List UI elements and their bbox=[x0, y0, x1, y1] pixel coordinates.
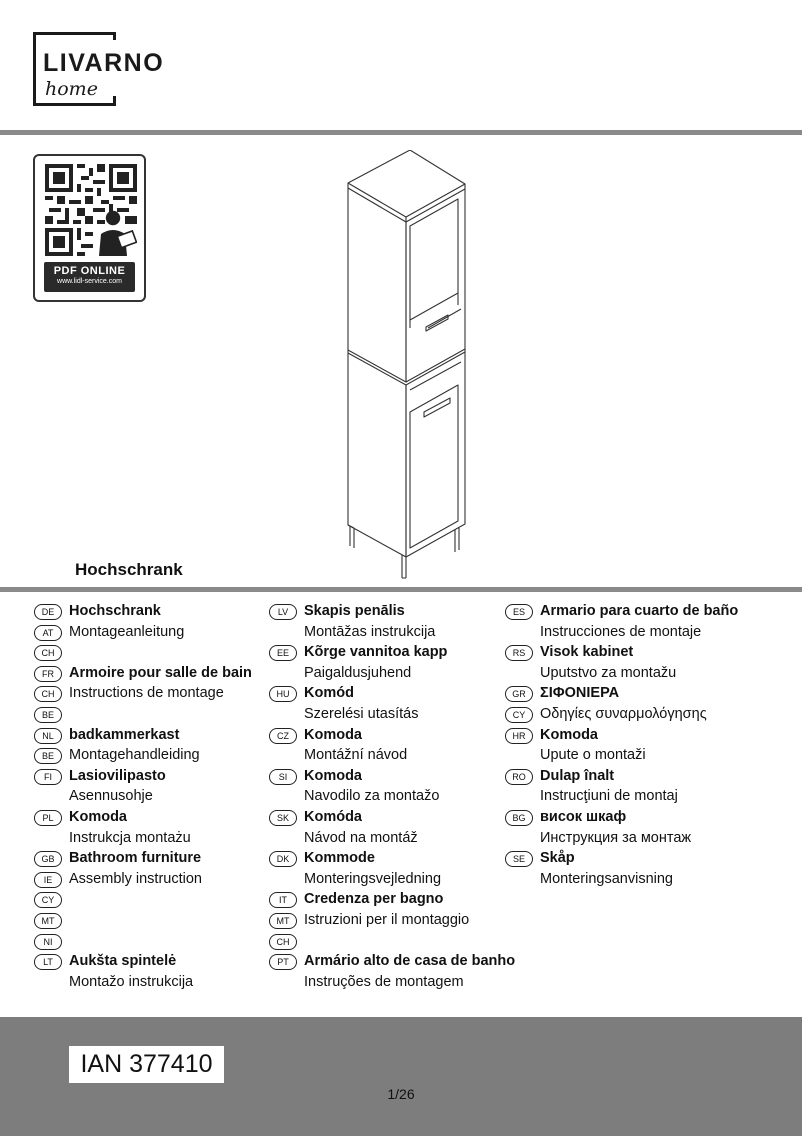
country-code-badge: NL bbox=[34, 728, 62, 744]
middle-divider bbox=[0, 587, 802, 592]
product-name-translation: Armario para cuarto de baño bbox=[540, 603, 739, 619]
logo-frame-bottom bbox=[33, 103, 116, 106]
qr-code-icon bbox=[45, 164, 137, 256]
product-name-translation: Skapis penālis bbox=[304, 603, 405, 619]
instruction-title-translation: Montažo instrukcija bbox=[69, 973, 194, 990]
instruction-title-translation: Instrucţiuni de montaj bbox=[540, 788, 678, 805]
country-code-badge: RO bbox=[505, 769, 533, 785]
country-code-badge: GR bbox=[505, 686, 533, 702]
product-name-translation: Komoda bbox=[304, 726, 362, 743]
instruction-title-translation: Instrucciones de montaje bbox=[540, 623, 702, 640]
instruction-title-translation: Montagehandleiding bbox=[69, 747, 200, 764]
pdf-online-url: www.lidl-service.com bbox=[57, 278, 122, 285]
country-code-badge: AT bbox=[34, 625, 62, 641]
instruction-title-translation: Montážní návod bbox=[304, 747, 408, 764]
instruction-title-translation: Οδηγίες συναρμολόγησης bbox=[540, 705, 707, 722]
product-name-translation: ΣΙΦΟΝΙΕΡΑ bbox=[540, 685, 620, 702]
instruction-title-translation: Navodilo za montažo bbox=[304, 788, 440, 805]
instruction-title-translation: Návod na montáž bbox=[304, 829, 418, 846]
country-code-badge: CH bbox=[34, 686, 62, 702]
country-code-badge: DK bbox=[269, 851, 297, 867]
top-divider bbox=[0, 130, 802, 135]
instruction-title-translation: Инструкция за монтаж bbox=[540, 829, 692, 846]
product-name-translation: badkammerkast bbox=[69, 726, 180, 743]
ian-number: IAN 377410 bbox=[69, 1046, 224, 1083]
country-code-badge: CZ bbox=[269, 728, 297, 744]
instruction-title-translation: Assembly instruction bbox=[69, 870, 202, 887]
product-name-translation: Komód bbox=[304, 685, 354, 702]
country-code-badge: BE bbox=[34, 748, 62, 764]
instruction-title-translation: Uputstvo za montažu bbox=[540, 664, 677, 681]
country-code-badge: IE bbox=[34, 872, 62, 888]
product-name-translation: Kõrge vannitoa kapp bbox=[304, 644, 448, 661]
country-code-badge: BE bbox=[34, 707, 62, 723]
product-name-translation: Armário alto de casa de banho bbox=[304, 953, 516, 970]
country-code-badge: IT bbox=[269, 892, 297, 908]
country-code-badge: PL bbox=[34, 810, 62, 826]
product-name-translation: Komoda bbox=[540, 726, 598, 743]
livarno-logo bbox=[33, 32, 183, 108]
country-code-badge: ES bbox=[505, 604, 533, 620]
country-code-badge: HU bbox=[269, 686, 297, 702]
country-code-badge: NI bbox=[34, 934, 62, 950]
country-code-badge: RS bbox=[505, 645, 533, 661]
country-code-badge: SK bbox=[269, 810, 297, 826]
country-code-badge: PT bbox=[269, 954, 297, 970]
page-number: 1/26 bbox=[387, 1086, 415, 1102]
country-code-badge: CY bbox=[34, 892, 62, 908]
instruction-title-translation: Upute o montaži bbox=[540, 747, 646, 764]
instruction-title-translation: Asennusohje bbox=[69, 788, 153, 805]
country-code-badge: LV bbox=[269, 604, 297, 620]
country-code-badge: MT bbox=[34, 913, 62, 929]
product-name-translation: Skåp bbox=[540, 850, 575, 867]
instruction-title-translation: Montageanleitung bbox=[69, 623, 185, 640]
instruction-title-translation: Monteringsvejledning bbox=[304, 870, 442, 887]
qr-code-card[interactable] bbox=[33, 154, 146, 302]
country-code-badge: SI bbox=[269, 769, 297, 785]
country-code-badge: GB bbox=[34, 851, 62, 867]
logo-brand: LIVARNO bbox=[43, 49, 165, 77]
product-title: Hochschrank bbox=[75, 560, 183, 579]
product-name-translation: Bathroom furniture bbox=[69, 850, 202, 867]
country-code-badge: HR bbox=[505, 728, 533, 744]
product-name-translation: Credenza per bagno bbox=[304, 891, 444, 908]
pdf-online-label: PDF ONLINE bbox=[53, 265, 126, 277]
instruction-title-translation: Monteringsanvisning bbox=[540, 870, 673, 887]
instruction-title-translation: Szerelési utasítás bbox=[304, 705, 419, 722]
product-name-translation: Armoire pour salle de bain bbox=[69, 664, 252, 681]
instruction-title-translation: Instructions de montage bbox=[69, 685, 224, 702]
product-name-translation: Komóda bbox=[304, 808, 362, 825]
product-name-translation: Komoda bbox=[304, 767, 362, 784]
product-name-translation: Visok kabinet bbox=[540, 644, 634, 661]
country-code-badge: FI bbox=[34, 769, 62, 785]
country-code-badge: CH bbox=[34, 645, 62, 661]
cabinet-illustration bbox=[340, 150, 470, 580]
country-code-badge: MT bbox=[269, 913, 297, 929]
instruction-title-translation: Paigaldusjuhend bbox=[304, 664, 412, 681]
product-name-translation: Aukšta spintelė bbox=[69, 953, 177, 970]
country-code-badge: BG bbox=[505, 810, 533, 826]
product-name-translation: Lasiovilipasto bbox=[69, 767, 166, 784]
product-name-translation: Hochschrank bbox=[69, 603, 161, 619]
country-code-badge: SE bbox=[505, 851, 533, 867]
country-code-badge: CY bbox=[505, 707, 533, 723]
product-name-translation: Dulap înalt bbox=[540, 767, 615, 784]
country-code-badge: FR bbox=[34, 666, 62, 682]
product-name-translation: висок шкаф bbox=[540, 808, 627, 825]
product-name-translation: Komoda bbox=[69, 808, 127, 825]
country-code-badge: EE bbox=[269, 645, 297, 661]
country-code-badge: CH bbox=[269, 934, 297, 950]
logo-sub: home bbox=[45, 78, 98, 100]
pdf-online-badge bbox=[44, 262, 135, 292]
instruction-title-translation: Montāžas instrukcija bbox=[304, 623, 436, 640]
instruction-title-translation: Instruções de montagem bbox=[304, 973, 464, 990]
country-code-badge: LT bbox=[34, 954, 62, 970]
instruction-title-translation: Instrukcja montażu bbox=[69, 829, 191, 846]
product-name-translation: Kommode bbox=[304, 850, 375, 867]
instruction-title-translation: Istruzioni per il montaggio bbox=[304, 911, 470, 928]
country-code-badge: DE bbox=[34, 604, 62, 620]
logo-frame-edge bbox=[113, 32, 116, 40]
